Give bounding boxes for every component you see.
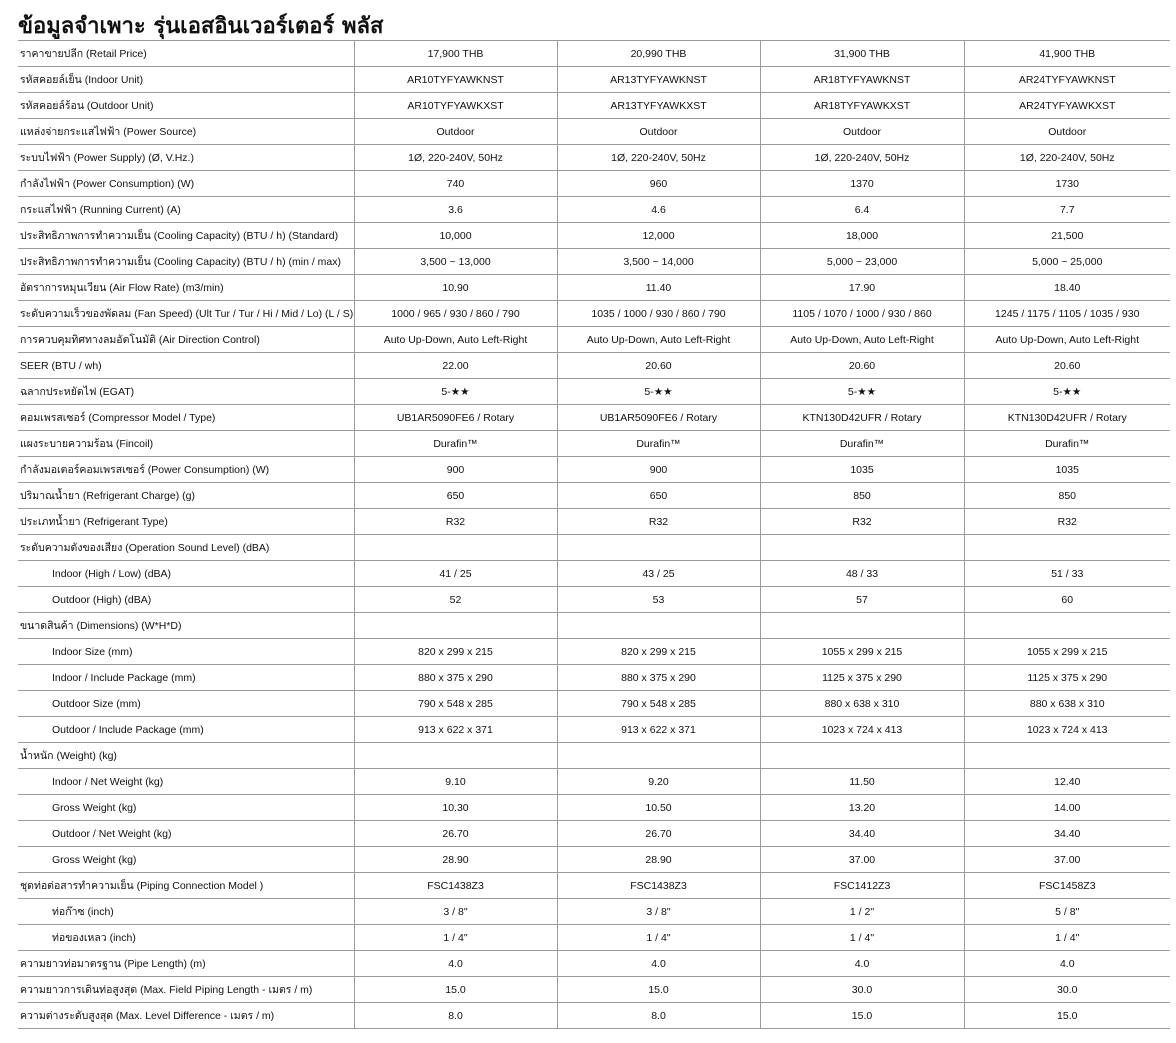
cell-model-4: 30.0: [964, 977, 1170, 1003]
cell-model-3: 30.0: [760, 977, 964, 1003]
cell-model-3: 34.40: [760, 821, 964, 847]
table-row: [18, 639, 1170, 665]
cell-model-3: 880 x 638 x 310: [760, 691, 964, 717]
cell-model-3: 850: [760, 483, 964, 509]
table-row: [18, 561, 1170, 587]
cell-model-4: 34.40: [964, 821, 1170, 847]
cell-model-4: 12.40: [964, 769, 1170, 795]
cell-model-3: 37.00: [760, 847, 964, 873]
row-label: รหัสคอยล์เย็น (Indoor Unit): [18, 67, 354, 93]
table-row: [18, 977, 1170, 1003]
cell-model-4: [964, 743, 1170, 769]
cell-model-3: 15.0: [760, 1003, 964, 1029]
cell-model-3: AR18TYFYAWKNST: [760, 67, 964, 93]
cell-model-3: 1105 / 1070 / 1000 / 930 / 860: [760, 301, 964, 327]
cell-model-1: 28.90: [354, 847, 557, 873]
cell-model-2: R32: [557, 509, 760, 535]
table-row: [18, 717, 1170, 743]
cell-model-3: 1023 x 724 x 413: [760, 717, 964, 743]
cell-model-1: 10.30: [354, 795, 557, 821]
row-label: Gross Weight (kg): [18, 847, 354, 873]
cell-model-4: 1125 x 375 x 290: [964, 665, 1170, 691]
cell-model-2: 900: [557, 457, 760, 483]
cell-model-3: 1 / 2": [760, 899, 964, 925]
cell-model-4: 15.0: [964, 1003, 1170, 1029]
cell-model-4: 850: [964, 483, 1170, 509]
cell-model-4: [964, 613, 1170, 639]
table-row: [18, 431, 1170, 457]
cell-model-3: KTN130D42UFR / Rotary: [760, 405, 964, 431]
table-row: [18, 1003, 1170, 1029]
cell-model-1: AR10TYFYAWKNST: [354, 67, 557, 93]
cell-model-2: Auto Up-Down, Auto Left-Right: [557, 327, 760, 353]
cell-model-2: 11.40: [557, 275, 760, 301]
cell-model-1: 913 x 622 x 371: [354, 717, 557, 743]
cell-model-4: 37.00: [964, 847, 1170, 873]
table-row: [18, 691, 1170, 717]
cell-model-2: AR13TYFYAWKNST: [557, 67, 760, 93]
cell-model-3: 31,900 THB: [760, 41, 964, 67]
cell-model-2: 1 / 4": [557, 925, 760, 951]
table-row: [18, 873, 1170, 899]
cell-model-1: 41 / 25: [354, 561, 557, 587]
row-label: ปริมาณน้ำยา (Refrigerant Charge) (g): [18, 483, 354, 509]
cell-model-1: 820 x 299 x 215: [354, 639, 557, 665]
cell-model-3: [760, 535, 964, 561]
cell-model-4: 41,900 THB: [964, 41, 1170, 67]
row-label: Indoor Size (mm): [18, 639, 354, 665]
table-row: [18, 457, 1170, 483]
cell-model-1: Auto Up-Down, Auto Left-Right: [354, 327, 557, 353]
cell-model-1: 790 x 548 x 285: [354, 691, 557, 717]
row-label: SEER (BTU / wh): [18, 353, 354, 379]
table-row: [18, 665, 1170, 691]
cell-model-4: 20.60: [964, 353, 1170, 379]
row-label: คอมเพรสเซอร์ (Compressor Model / Type): [18, 405, 354, 431]
cell-model-4: 60: [964, 587, 1170, 613]
table-row: [18, 41, 1170, 67]
cell-model-1: 5-★★: [354, 379, 557, 405]
cell-model-1: Durafin™: [354, 431, 557, 457]
cell-model-3: 48 / 33: [760, 561, 964, 587]
cell-model-4: 880 x 638 x 310: [964, 691, 1170, 717]
cell-model-2: FSC1438Z3: [557, 873, 760, 899]
cell-model-4: 18.40: [964, 275, 1170, 301]
row-label: ราคาขายปลีก (Retail Price): [18, 41, 354, 67]
row-label: ชุดท่อต่อสารทำความเย็น (Piping Connection Model ): [18, 873, 354, 899]
cell-model-1: 880 x 375 x 290: [354, 665, 557, 691]
table-row: [18, 847, 1170, 873]
cell-model-4: AR24TYFYAWKXST: [964, 93, 1170, 119]
cell-model-3: 1055 x 299 x 215: [760, 639, 964, 665]
cell-model-3: 13.20: [760, 795, 964, 821]
cell-model-2: 20.60: [557, 353, 760, 379]
row-label: ท่อก๊าซ (inch): [18, 899, 354, 925]
table-row: [18, 301, 1170, 327]
cell-model-1: [354, 743, 557, 769]
table-row: [18, 743, 1170, 769]
cell-model-1: 9.10: [354, 769, 557, 795]
cell-model-4: 1035: [964, 457, 1170, 483]
cell-model-3: 6.4: [760, 197, 964, 223]
cell-model-2: 880 x 375 x 290: [557, 665, 760, 691]
cell-model-2: 5-★★: [557, 379, 760, 405]
row-label: ประสิทธิภาพการทำความเย็น (Cooling Capacity) (BTU / h) (Standard): [18, 223, 354, 249]
cell-model-1: AR10TYFYAWKXST: [354, 93, 557, 119]
row-label: Indoor / Include Package (mm): [18, 665, 354, 691]
spec-table-body: [18, 41, 1170, 1029]
cell-model-4: 7.7: [964, 197, 1170, 223]
table-row: [18, 223, 1170, 249]
table-row: [18, 613, 1170, 639]
cell-model-1: 52: [354, 587, 557, 613]
cell-model-3: 5-★★: [760, 379, 964, 405]
cell-model-3: Outdoor: [760, 119, 964, 145]
table-row: [18, 275, 1170, 301]
spec-table: [18, 40, 1170, 1029]
cell-model-2: 26.70: [557, 821, 760, 847]
row-label: ระดับความดังของเสียง (Operation Sound Level) (dBA): [18, 535, 354, 561]
row-label: แหล่งจ่ายกระแสไฟฟ้า (Power Source): [18, 119, 354, 145]
table-row: [18, 821, 1170, 847]
table-row: [18, 535, 1170, 561]
cell-model-3: 1Ø, 220-240V, 50Hz: [760, 145, 964, 171]
table-row: [18, 353, 1170, 379]
cell-model-1: Outdoor: [354, 119, 557, 145]
cell-model-1: [354, 613, 557, 639]
row-label: กำลังไฟฟ้า (Power Consumption) (W): [18, 171, 354, 197]
cell-model-1: 1000 / 965 / 930 / 860 / 790: [354, 301, 557, 327]
page-title: ข้อมูลจำเพาะ รุ่นเอสอินเวอร์เตอร์ พลัส: [18, 14, 384, 39]
cell-model-2: 1035 / 1000 / 930 / 860 / 790: [557, 301, 760, 327]
cell-model-2: 820 x 299 x 215: [557, 639, 760, 665]
cell-model-3: R32: [760, 509, 964, 535]
cell-model-1: 3,500 ~ 13,000: [354, 249, 557, 275]
cell-model-4: 1Ø, 220-240V, 50Hz: [964, 145, 1170, 171]
cell-model-2: 43 / 25: [557, 561, 760, 587]
row-label: ความยาวท่อมาตรฐาน (Pipe Length) (m): [18, 951, 354, 977]
row-label: การควบคุมทิศทางลมอัตโนมัติ (Air Direction Control): [18, 327, 354, 353]
table-row: [18, 587, 1170, 613]
cell-model-4: Durafin™: [964, 431, 1170, 457]
row-label: กระแสไฟฟ้า (Running Current) (A): [18, 197, 354, 223]
table-row: [18, 145, 1170, 171]
row-label: Outdoor (High) (dBA): [18, 587, 354, 613]
cell-model-1: 17,900 THB: [354, 41, 557, 67]
cell-model-4: R32: [964, 509, 1170, 535]
row-label: ระบบไฟฟ้า (Power Supply) (Ø, V.Hz.): [18, 145, 354, 171]
cell-model-2: 10.50: [557, 795, 760, 821]
cell-model-3: 5,000 ~ 23,000: [760, 249, 964, 275]
table-row: [18, 249, 1170, 275]
cell-model-1: 15.0: [354, 977, 557, 1003]
cell-model-2: 53: [557, 587, 760, 613]
cell-model-1: 740: [354, 171, 557, 197]
cell-model-2: 4.6: [557, 197, 760, 223]
row-label: ท่อของเหลว (inch): [18, 925, 354, 951]
table-row: [18, 119, 1170, 145]
cell-model-4: FSC1458Z3: [964, 873, 1170, 899]
cell-model-4: AR24TYFYAWKNST: [964, 67, 1170, 93]
cell-model-3: Auto Up-Down, Auto Left-Right: [760, 327, 964, 353]
row-label: ระดับความเร็วของพัดลม (Fan Speed) (Ult Tur / Tur / Hi / Mid / Lo) (L / S): [18, 301, 354, 327]
cell-model-3: 17.90: [760, 275, 964, 301]
cell-model-4: 1023 x 724 x 413: [964, 717, 1170, 743]
row-label: ความต่างระดับสูงสุด (Max. Level Difference - เมตร / m): [18, 1003, 354, 1029]
table-row: [18, 899, 1170, 925]
cell-model-2: 20,990 THB: [557, 41, 760, 67]
row-label: Indoor (High / Low) (dBA): [18, 561, 354, 587]
cell-model-2: AR13TYFYAWKXST: [557, 93, 760, 119]
cell-model-2: 3,500 ~ 14,000: [557, 249, 760, 275]
cell-model-4: [964, 535, 1170, 561]
cell-model-1: 1Ø, 220-240V, 50Hz: [354, 145, 557, 171]
row-label: Outdoor / Include Package (mm): [18, 717, 354, 743]
row-label: แผงระบายความร้อน (Fincoil): [18, 431, 354, 457]
table-row: [18, 405, 1170, 431]
cell-model-1: 3.6: [354, 197, 557, 223]
cell-model-2: 12,000: [557, 223, 760, 249]
cell-model-1: [354, 535, 557, 561]
table-row: [18, 795, 1170, 821]
row-label: Gross Weight (kg): [18, 795, 354, 821]
cell-model-4: 21,500: [964, 223, 1170, 249]
table-row: [18, 483, 1170, 509]
row-label: Outdoor Size (mm): [18, 691, 354, 717]
cell-model-2: 4.0: [557, 951, 760, 977]
cell-model-1: 650: [354, 483, 557, 509]
cell-model-2: 8.0: [557, 1003, 760, 1029]
row-label: กำลังมอเตอร์คอมเพรสเซอร์ (Power Consumption) (W): [18, 457, 354, 483]
table-row: [18, 379, 1170, 405]
cell-model-1: 10.90: [354, 275, 557, 301]
cell-model-2: 913 x 622 x 371: [557, 717, 760, 743]
cell-model-4: 4.0: [964, 951, 1170, 977]
cell-model-3: 4.0: [760, 951, 964, 977]
cell-model-1: 8.0: [354, 1003, 557, 1029]
cell-model-2: 790 x 548 x 285: [557, 691, 760, 717]
cell-model-1: 1 / 4": [354, 925, 557, 951]
cell-model-4: 5 / 8": [964, 899, 1170, 925]
row-label: ฉลากประหยัดไฟ (EGAT): [18, 379, 354, 405]
table-row: [18, 93, 1170, 119]
cell-model-3: 1 / 4": [760, 925, 964, 951]
cell-model-1: R32: [354, 509, 557, 535]
cell-model-3: 1035: [760, 457, 964, 483]
cell-model-4: 14.00: [964, 795, 1170, 821]
cell-model-3: 11.50: [760, 769, 964, 795]
row-label: ประเภทน้ำยา (Refrigerant Type): [18, 509, 354, 535]
cell-model-2: Outdoor: [557, 119, 760, 145]
cell-model-3: 1370: [760, 171, 964, 197]
row-label: Indoor / Net Weight (kg): [18, 769, 354, 795]
cell-model-4: 1 / 4": [964, 925, 1170, 951]
cell-model-2: [557, 743, 760, 769]
cell-model-1: 10,000: [354, 223, 557, 249]
cell-model-1: 26.70: [354, 821, 557, 847]
cell-model-2: 960: [557, 171, 760, 197]
cell-model-4: 51 / 33: [964, 561, 1170, 587]
table-row: [18, 327, 1170, 353]
cell-model-3: 1125 x 375 x 290: [760, 665, 964, 691]
cell-model-2: 15.0: [557, 977, 760, 1003]
cell-model-4: Outdoor: [964, 119, 1170, 145]
cell-model-2: [557, 535, 760, 561]
cell-model-1: 4.0: [354, 951, 557, 977]
table-row: [18, 951, 1170, 977]
cell-model-1: 22.00: [354, 353, 557, 379]
cell-model-2: 28.90: [557, 847, 760, 873]
table-row: [18, 67, 1170, 93]
cell-model-4: KTN130D42UFR / Rotary: [964, 405, 1170, 431]
cell-model-2: 650: [557, 483, 760, 509]
cell-model-1: 3 / 8": [354, 899, 557, 925]
cell-model-2: Durafin™: [557, 431, 760, 457]
table-row: [18, 925, 1170, 951]
row-label: น้ำหนัก (Weight) (kg): [18, 743, 354, 769]
table-row: [18, 171, 1170, 197]
row-label: ความยาวการเดินท่อสูงสุด (Max. Field Piping Length - เมตร / m): [18, 977, 354, 1003]
cell-model-2: 1Ø, 220-240V, 50Hz: [557, 145, 760, 171]
table-row: [18, 769, 1170, 795]
cell-model-4: 5,000 ~ 25,000: [964, 249, 1170, 275]
cell-model-4: Auto Up-Down, Auto Left-Right: [964, 327, 1170, 353]
cell-model-2: UB1AR5090FE6 / Rotary: [557, 405, 760, 431]
row-label: รหัสคอยล์ร้อน (Outdoor Unit): [18, 93, 354, 119]
cell-model-4: 1245 / 1175 / 1105 / 1035 / 930: [964, 301, 1170, 327]
table-row: [18, 197, 1170, 223]
table-row: [18, 509, 1170, 535]
cell-model-3: Durafin™: [760, 431, 964, 457]
cell-model-3: 18,000: [760, 223, 964, 249]
cell-model-1: 900: [354, 457, 557, 483]
cell-model-1: FSC1438Z3: [354, 873, 557, 899]
cell-model-2: 3 / 8": [557, 899, 760, 925]
row-label: ประสิทธิภาพการทำความเย็น (Cooling Capacity) (BTU / h) (min / max): [18, 249, 354, 275]
row-label: ขนาดสินค้า (Dimensions) (W*H*D): [18, 613, 354, 639]
cell-model-4: 1055 x 299 x 215: [964, 639, 1170, 665]
cell-model-3: FSC1412Z3: [760, 873, 964, 899]
cell-model-3: [760, 613, 964, 639]
cell-model-4: 1730: [964, 171, 1170, 197]
cell-model-3: AR18TYFYAWKXST: [760, 93, 964, 119]
cell-model-3: 20.60: [760, 353, 964, 379]
cell-model-3: 57: [760, 587, 964, 613]
row-label: Outdoor / Net Weight (kg): [18, 821, 354, 847]
row-label: อัตราการหมุนเวียน (Air Flow Rate) (m3/min): [18, 275, 354, 301]
cell-model-1: UB1AR5090FE6 / Rotary: [354, 405, 557, 431]
cell-model-3: [760, 743, 964, 769]
cell-model-4: 5-★★: [964, 379, 1170, 405]
cell-model-2: [557, 613, 760, 639]
cell-model-2: 9.20: [557, 769, 760, 795]
